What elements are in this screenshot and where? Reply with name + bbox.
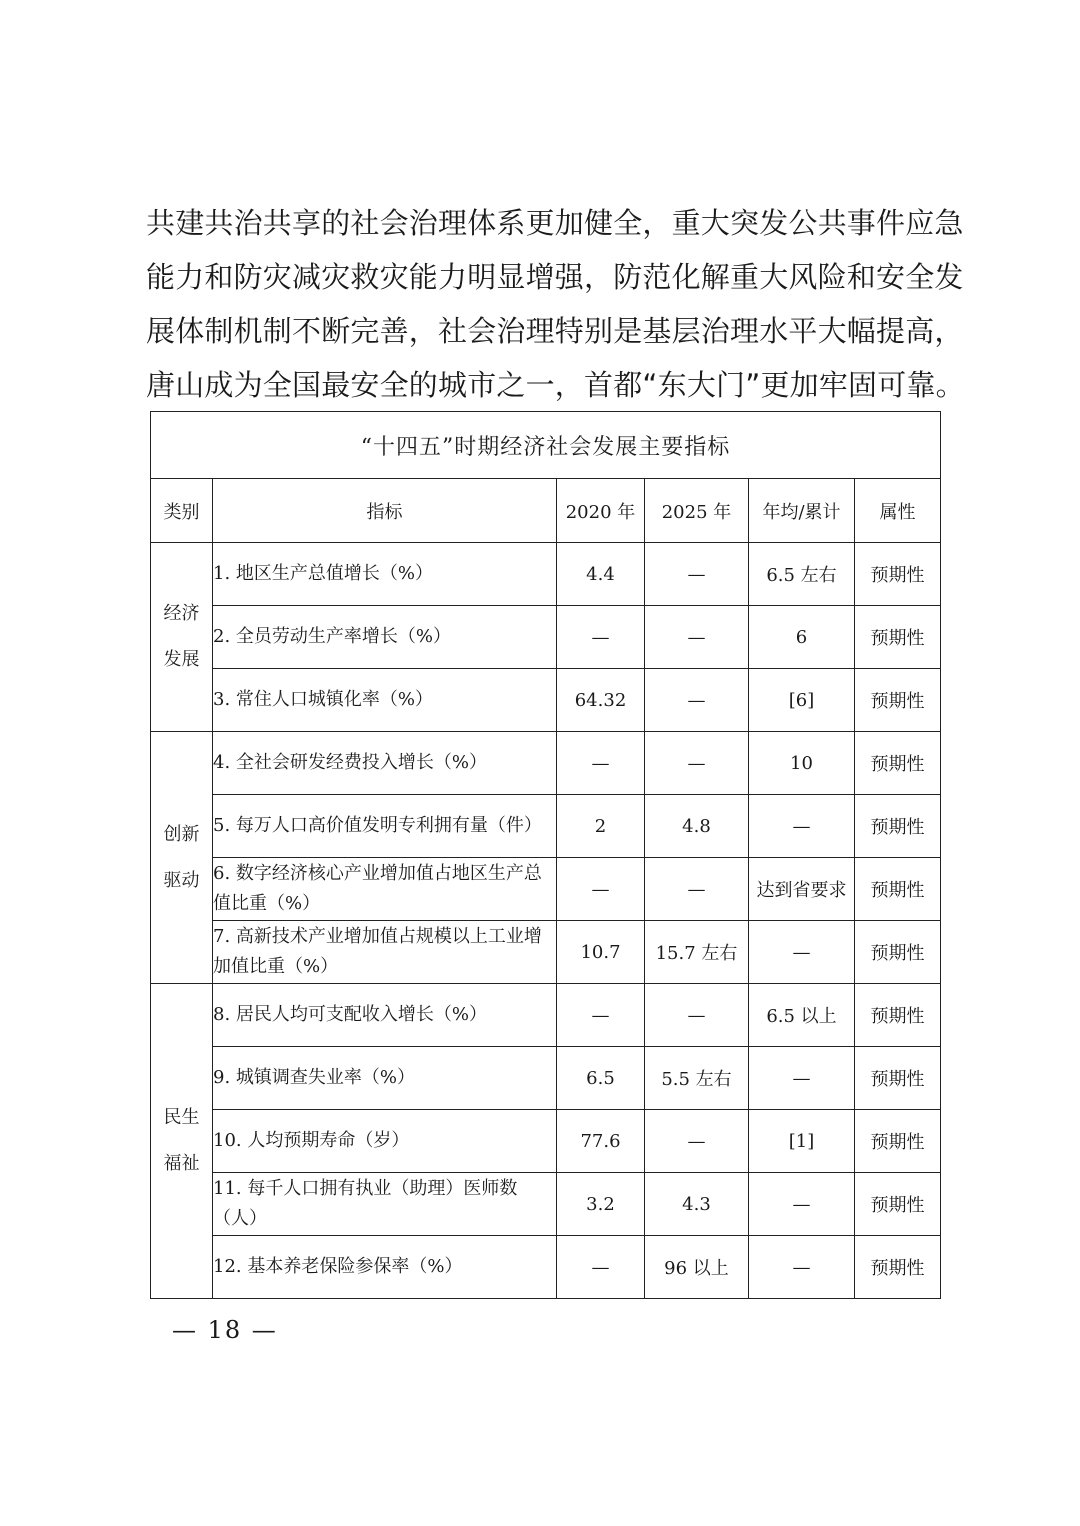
value-2025-cell: 4.3 [645, 1173, 749, 1236]
category-label: 福祉 [163, 1153, 200, 1174]
header-average: 年均/累计 [749, 479, 855, 543]
value-2025-cell: — [645, 606, 749, 669]
indicator-name-cell: 9. 城镇调查失业率（%） [213, 1047, 557, 1110]
value-2025-cell: 4.8 [645, 795, 749, 858]
table-row [151, 984, 941, 1047]
attribute-cell: 预期性 [855, 858, 941, 921]
paragraph-line: 共建共治共享的社会治理体系更加健全，重大突发公共事件应急 [146, 206, 964, 240]
attribute-cell: 预期性 [855, 543, 941, 606]
attribute-cell: 预期性 [855, 921, 941, 984]
paragraph-line: 展体制机制不断完善，社会治理特别是基层治理水平大幅提高， [146, 314, 964, 348]
indicator-name-cell: 5. 每万人口高价值发明专利拥有量（件） [213, 795, 557, 858]
indicator-name-cell: 7. 高新技术产业增加值占规模以上工业增加值比重（%） [213, 921, 557, 984]
category-label: 民生 [163, 1107, 200, 1128]
indicator-name-cell: 10. 人均预期寿命（岁） [213, 1110, 557, 1173]
indicator-name-cell: 11. 每千人口拥有执业（助理）医师数（人） [213, 1173, 557, 1236]
table-row [151, 1173, 941, 1236]
table-row [151, 1236, 941, 1299]
value-2025-cell: — [645, 732, 749, 795]
page-number: — 18 — [172, 1316, 278, 1344]
average-cell: 6.5 左右 [749, 543, 855, 606]
category-cell [151, 543, 213, 732]
value-2025-cell: 96 以上 [645, 1236, 749, 1299]
paragraph-line: 能力和防灾减灾救灾能力明显增强，防范化解重大风险和安全发 [146, 260, 964, 294]
value-2025-cell: — [645, 543, 749, 606]
value-2020-cell: 2 [557, 795, 645, 858]
header-2025: 2025 年 [645, 479, 749, 543]
average-cell: — [749, 1236, 855, 1299]
value-2025-cell: — [645, 669, 749, 732]
indicator-name-cell: 3. 常住人口城镇化率（%） [213, 669, 557, 732]
body-paragraph [146, 196, 965, 412]
header-indicator: 指标 [213, 479, 557, 543]
category-label: 创新 [163, 823, 200, 845]
attribute-cell: 预期性 [855, 795, 941, 858]
category-cell [151, 984, 213, 1299]
value-2025-cell: — [645, 1110, 749, 1173]
attribute-cell: 预期性 [855, 1047, 941, 1110]
value-2025-cell: 15.7 左右 [645, 921, 749, 984]
value-2020-cell: 3.2 [557, 1173, 645, 1236]
table-row [151, 606, 941, 669]
average-cell: — [749, 795, 855, 858]
category-cell [151, 732, 213, 984]
header-category: 类别 [151, 479, 213, 543]
value-2020-cell: — [557, 606, 645, 669]
table-row [151, 732, 941, 795]
value-2025-cell: — [645, 984, 749, 1047]
table-row [151, 921, 941, 984]
table-title: “十四五”时期经济社会发展主要指标 [151, 412, 941, 479]
table-row [151, 795, 941, 858]
header-2020: 2020 年 [557, 479, 645, 543]
attribute-cell: 预期性 [855, 984, 941, 1047]
indicator-name-cell: 1. 地区生产总值增长（%） [213, 543, 557, 606]
attribute-cell: 预期性 [855, 606, 941, 669]
indicator-name-cell: 4. 全社会研发经费投入增长（%） [213, 732, 557, 795]
average-cell: 6 [749, 606, 855, 669]
value-2020-cell: 64.32 [557, 669, 645, 732]
table-row [151, 1047, 941, 1110]
indicators-table [150, 411, 941, 1299]
paragraph-line: 唐山成为全国最安全的城市之一，首都“东大门”更加牢固可靠。 [146, 368, 965, 402]
category-label: 驱动 [163, 869, 200, 891]
indicator-name-cell: 2. 全员劳动生产率增长（%） [213, 606, 557, 669]
attribute-cell: 预期性 [855, 669, 941, 732]
value-2020-cell: 6.5 [557, 1047, 645, 1110]
value-2025-cell: — [645, 858, 749, 921]
header-attribute: 属性 [855, 479, 941, 543]
table-row [151, 1110, 941, 1173]
value-2025-cell: 5.5 左右 [645, 1047, 749, 1110]
attribute-cell: 预期性 [855, 732, 941, 795]
average-cell: [1] [749, 1110, 855, 1173]
indicator-name-cell: 8. 居民人均可支配收入增长（%） [213, 984, 557, 1047]
value-2020-cell: — [557, 732, 645, 795]
average-cell: [6] [749, 669, 855, 732]
average-cell: 达到省要求 [749, 858, 855, 921]
average-cell: 10 [749, 732, 855, 795]
average-cell: — [749, 1173, 855, 1236]
attribute-cell: 预期性 [855, 1110, 941, 1173]
value-2020-cell: 4.4 [557, 543, 645, 606]
value-2020-cell: — [557, 858, 645, 921]
attribute-cell: 预期性 [855, 1236, 941, 1299]
value-2020-cell: 77.6 [557, 1110, 645, 1173]
average-cell: — [749, 1047, 855, 1110]
value-2020-cell: — [557, 1236, 645, 1299]
table-row [151, 543, 941, 606]
average-cell: 6.5 以上 [749, 984, 855, 1047]
table-row [151, 858, 941, 921]
category-label: 发展 [163, 649, 200, 670]
value-2020-cell: 10.7 [557, 921, 645, 984]
value-2020-cell: — [557, 984, 645, 1047]
average-cell: — [749, 921, 855, 984]
table-header-row [151, 479, 941, 543]
attribute-cell: 预期性 [855, 1173, 941, 1236]
indicator-name-cell: 6. 数字经济核心产业增加值占地区生产总值比重（%） [213, 858, 557, 921]
table-row [151, 669, 941, 732]
category-label: 经济 [163, 603, 200, 624]
indicator-name-cell: 12. 基本养老保险参保率（%） [213, 1236, 557, 1299]
